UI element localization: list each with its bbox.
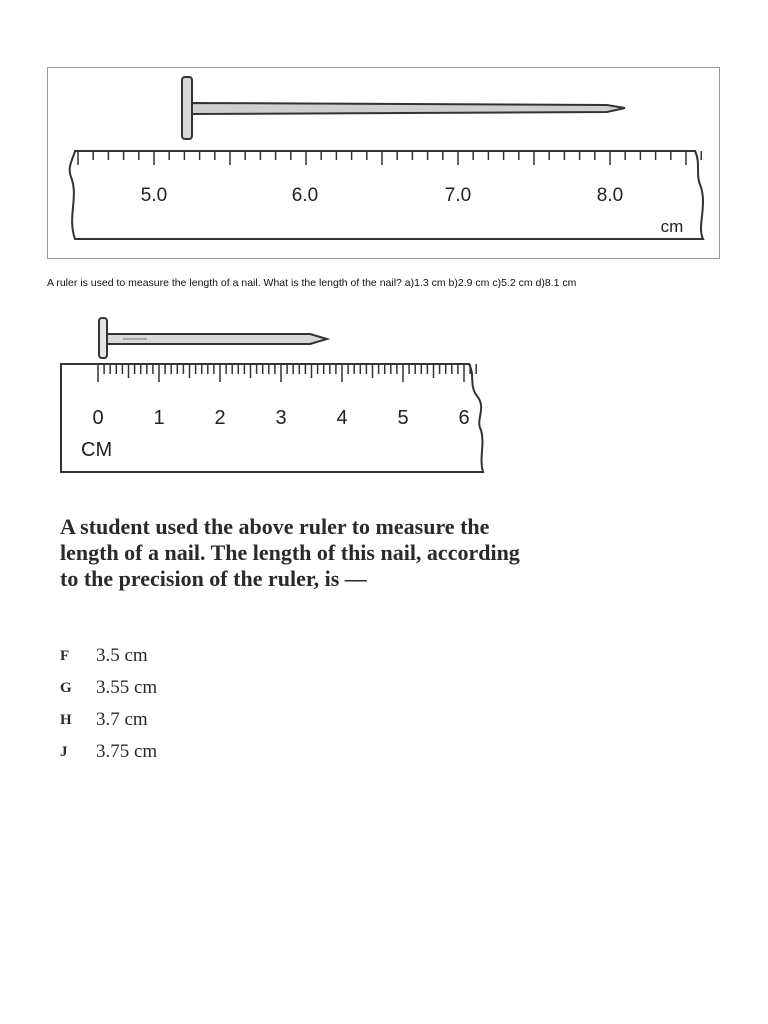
- choice-letter: G: [60, 679, 72, 696]
- ruler-2-label-3: 3: [275, 407, 287, 429]
- nail-1: [182, 77, 625, 139]
- ruler-2-label-1: 1: [153, 407, 165, 429]
- choice-letter: J: [60, 743, 68, 760]
- ruler-1-label-1: 6.0: [291, 185, 319, 206]
- choice-g[interactable]: [60, 672, 157, 704]
- question-1-text: A ruler is used to measure the length of a nail. What is the length of the nail? a)1.3 cm b)2.9 cm c)5.2 cm d)8.1 cm: [47, 277, 577, 289]
- ruler-1-unit: cm: [660, 217, 684, 236]
- answer-choices: [60, 640, 157, 768]
- ruler-1-label-2: 7.0: [444, 185, 472, 206]
- ruler-2-label-0: 0: [92, 407, 104, 429]
- choice-value: 3.7 cm: [96, 709, 148, 730]
- choice-h[interactable]: [60, 704, 157, 736]
- ruler-2-label-4: 4: [336, 407, 348, 429]
- ruler-2-label-5: 5: [397, 407, 409, 429]
- choice-letter: H: [60, 711, 72, 728]
- question-2-text: A student used the above ruler to measure the length of a nail. The length of this nail, according to the precision of the ruler, is —: [60, 514, 520, 591]
- choice-f[interactable]: [60, 640, 157, 672]
- choice-value: 3.5 cm: [96, 645, 148, 666]
- ruler-2-unit: CM: [81, 439, 113, 461]
- choice-letter: F: [60, 647, 70, 664]
- figure-2-nail-ruler: [55, 312, 495, 480]
- ruler-2-label-2: 2: [214, 407, 226, 429]
- ruler-1-label-0: 5.0: [140, 185, 168, 206]
- ruler-2-label-6: 6: [458, 407, 470, 429]
- ruler-2-body: [61, 364, 483, 472]
- choice-value: 3.55 cm: [96, 677, 158, 698]
- nail-2: [99, 318, 327, 358]
- choice-value: 3.75 cm: [96, 741, 158, 762]
- ruler-1-label-3: 8.0: [596, 185, 624, 206]
- choice-j[interactable]: [60, 736, 157, 768]
- figure-1-nail-ruler: [47, 67, 720, 259]
